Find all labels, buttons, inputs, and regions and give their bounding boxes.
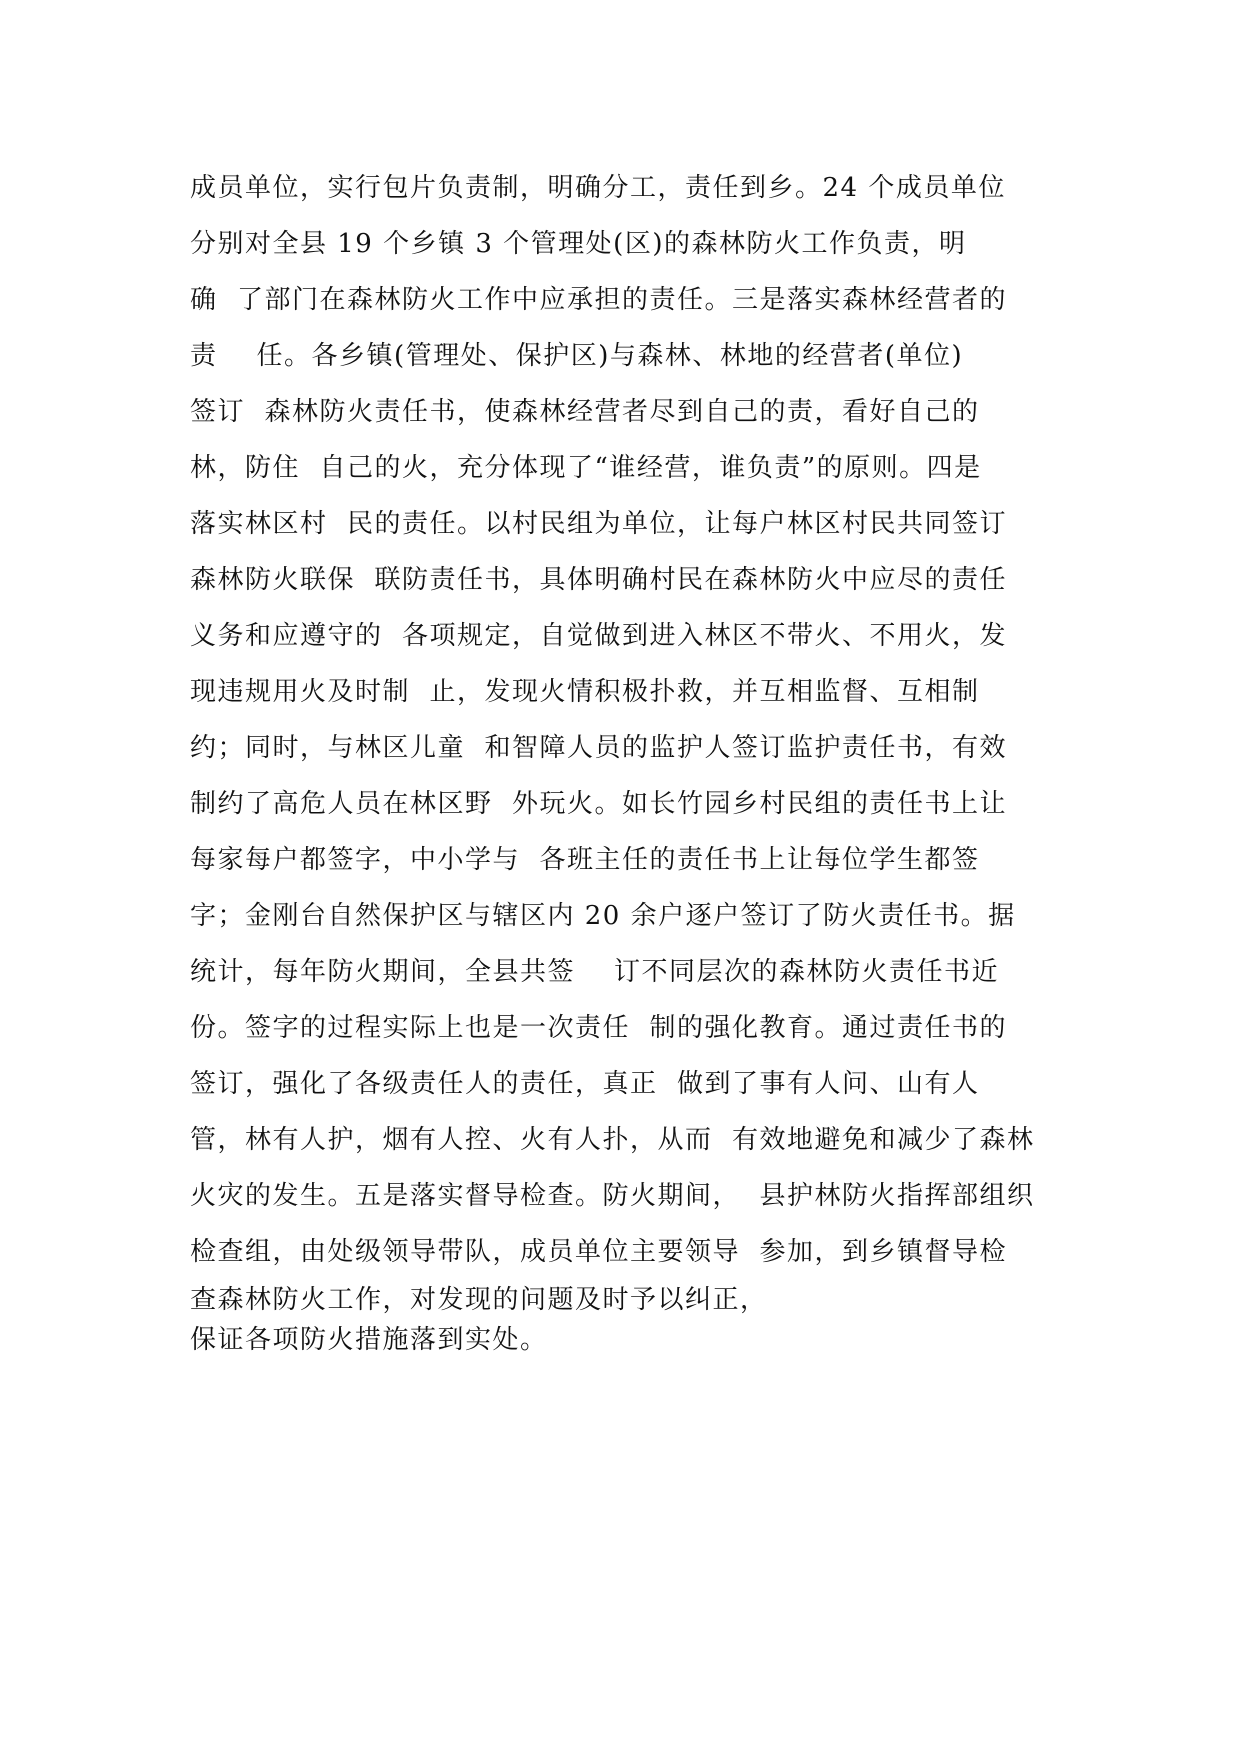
text-line: 确 了部门在森林防火工作中应承担的责任。三是落实森林经营者的 — [190, 285, 1008, 315]
text-line: 份。签字的过程实际上也是一次责任 制的强化教育。通过责任书的 — [190, 1013, 1008, 1043]
text-line: 森林防火联保 联防责任书，具体明确村民在森林防火中应尽的责任 — [190, 565, 1008, 595]
text-line: 每家每户都签字，中小学与 各班主任的责任书上让每位学生都签 — [190, 845, 980, 875]
body-text — [190, 160, 1070, 1360]
text-line: 火灾的发生。五是落实督导检查。防火期间， 县护林防火指挥部组织 — [190, 1181, 1035, 1211]
text-line: 现违规用火及时制 止，发现火情积极扑救，并互相监督、互相制 — [190, 677, 980, 707]
text-line: 成员单位，实行包片负责制，明确分工，责任到乡。24 个成员单位 — [190, 173, 1006, 203]
text-line: 落实林区村 民的责任。以村民组为单位，让每户林区村民共同签订 — [190, 509, 1008, 539]
text-line: 约；同时，与林区儿童 和智障人员的监护人签订监护责任书，有效 — [190, 733, 1008, 763]
text-line: 字；金刚台自然保护区与辖区内 20 余户逐户签订了防火责任书。据 — [190, 901, 1016, 931]
text-line: 保证各项防火措施落到实处。 — [190, 1325, 548, 1355]
text-line: 制约了高危人员在林区野 外玩火。如长竹园乡村民组的责任书上让 — [190, 789, 1008, 819]
text-line: 统计，每年防火期间，全县共签 订不同层次的森林防火责任书近 — [190, 957, 1000, 987]
text-line: 义务和应遵守的 各项规定，自觉做到进入林区不带火、不用火，发 — [190, 621, 1008, 651]
text-line: 签订 森林防火责任书，使森林经营者尽到自己的责，看好自己的 — [190, 397, 980, 427]
text-line: 林，防住 自己的火，充分体现了“谁经营，谁负责”的原则。四是 — [190, 453, 982, 483]
text-line: 查森林防火工作，对发现的问题及时予以纠正， — [190, 1285, 768, 1315]
text-line: 签订，强化了各级责任人的责任，真正 做到了事有人问、山有人 — [190, 1069, 980, 1099]
text-line: 责 任。各乡镇(管理处、保护区)与森林、林地的经营者(单位) — [190, 341, 964, 371]
text-line: 检查组，由处级领导带队，成员单位主要领导 参加，到乡镇督导检 — [190, 1237, 1008, 1267]
text-line: 分别对全县 19 个乡镇 3 个管理处(区)的森林防火工作负责，明 — [190, 229, 967, 259]
text-line: 管，林有人护，烟有人控、火有人扑，从而 有效地避免和减少了森林 — [190, 1125, 1035, 1155]
